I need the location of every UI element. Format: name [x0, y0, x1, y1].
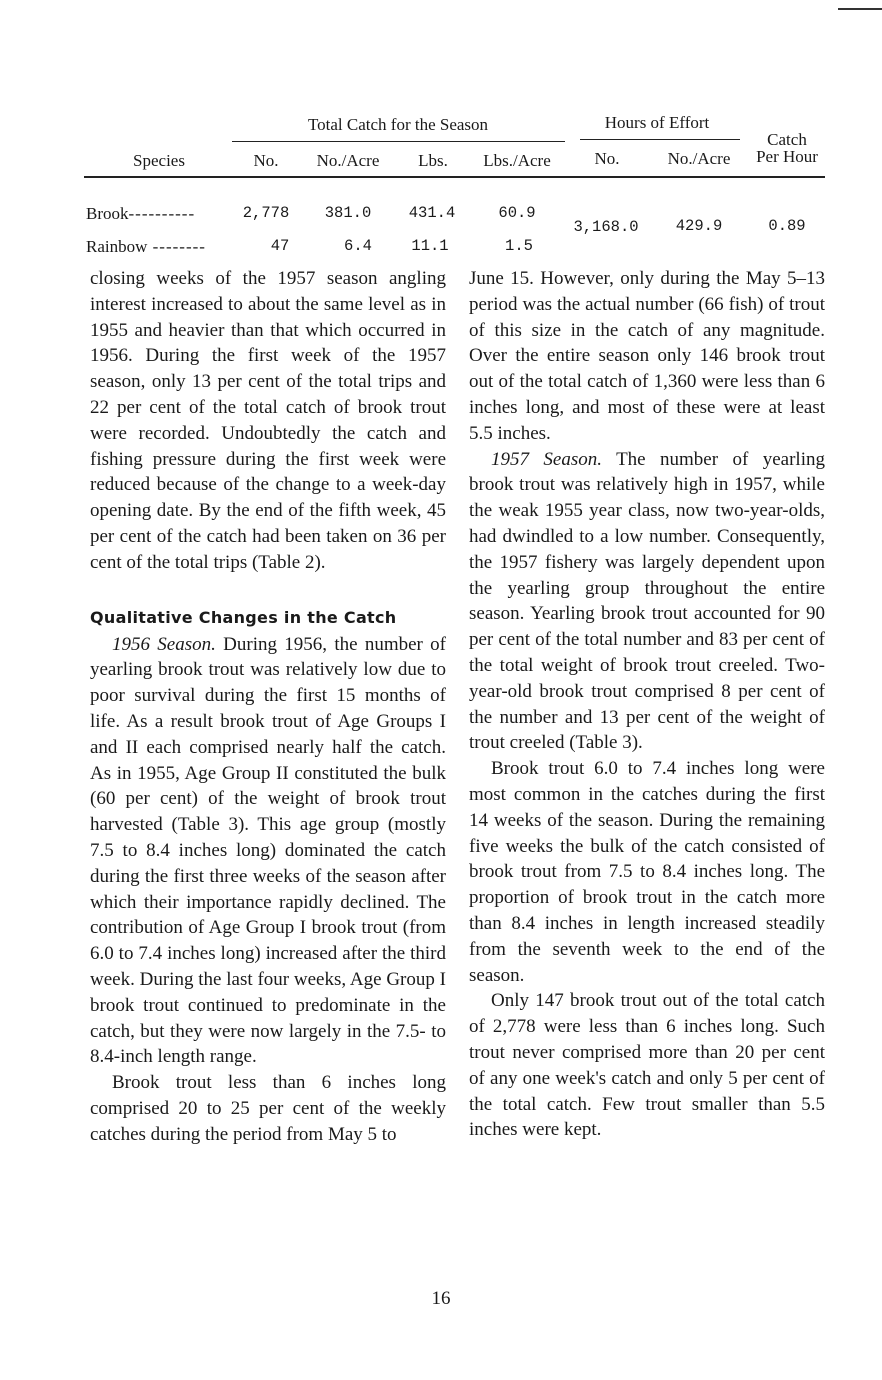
left-column	[90, 266, 446, 1148]
row-no-acre: 381.0	[324, 204, 372, 222]
corner-rule	[838, 8, 882, 10]
paragraph: Only 147 brook trout out of the total catch of 2,778 were less than 6 inches long. Such trout never comprised more than 20 per cent of any one week's catch and only 5 per cent of the total catch. Few trout smaller than 5.5 inches were kept.	[469, 990, 825, 1141]
header-hours-effort: Hours of Effort	[604, 113, 710, 132]
col-hours-no-acre: No./Acre	[667, 149, 731, 168]
row-species-label: Rainbow	[86, 237, 148, 256]
paragraph-text: During 1956, the number of yearling brook trout was relatively low due to poor survival during the first 15 months of life. As a result brook trout of Age Groups I and II each comprised nearly half the catch. As in 1955, Age Group II constituted the bulk (60 per cent) of the weight of brook trout harvested (Table 3). This age group (mostly 7.5 to 8.4 inches long) dominated the catch during the first three weeks of the season after which their importance rapidly declined. The contribution of Age Group I brook trout (from 6.0 to 7.4 inches long) increased after the third week. During the last four weeks, Age Group I brook trout continued to predominate in the catch, but they were now largely in the 7.5- to 8.4-inch length range.	[90, 633, 447, 1068]
header-total-catch: Total Catch for the Season	[307, 115, 489, 134]
paragraph-text: The number of yearling brook trout was relatively high in 1957, while the weak 1955 year class, now two-year-olds, had dwindled to a low number. Consequently, the 1957 fishery was largely dependent upon the yearling group throughout the entire season. Yearling brook trout accounted for 90 per cent of the total number and 83 per cent of the total weight of brook trout creeled. Two-year-old brook trout comprised 8 per cent of the number and 13 per cent of the weight of trout creeled (Table 3).	[469, 448, 825, 754]
row-lbs: 11.1	[411, 237, 449, 255]
paragraph	[90, 632, 446, 1071]
row-species-label: Brook	[86, 204, 129, 223]
row-no-acre: 6.4	[344, 237, 372, 255]
season-lead: 1956 Season.	[112, 633, 216, 655]
row-species	[86, 237, 206, 257]
paragraph	[469, 447, 825, 757]
section-heading: Qualitative Changes in the Catch	[90, 607, 397, 627]
combined-hours-no-acre: 429.9	[675, 217, 723, 235]
col-no: No.	[253, 151, 279, 170]
header-catch-line2: Per Hour	[756, 147, 818, 166]
header-catch-line1: Catch	[767, 130, 807, 149]
col-hours-no: No.	[594, 149, 620, 168]
row-lbs: 431.4	[408, 204, 456, 222]
row-no: 47	[270, 237, 290, 255]
header-bottom-rule	[84, 176, 825, 178]
hours-effort-rule	[580, 139, 740, 140]
col-lbs: Lbs.	[418, 151, 448, 170]
combined-hours-no: 3,168.0	[573, 218, 639, 236]
col-lbs-acre: Lbs./Acre	[483, 151, 551, 170]
leader-dots: --------	[147, 237, 206, 256]
paragraph: June 15. However, only during the May 5–13 period was the actual number (66 fish) of trout of this size in the catch of any magnitude. Over the entire season only 146 brook trout out of the total catch of 1,360 were less than 6 inches long, and most of these were at least 5.5 inches.	[469, 268, 825, 444]
row-lbs-acre: 1.5	[505, 237, 533, 255]
total-catch-rule	[232, 141, 565, 142]
paragraph: Brook trout less than 6 inches long comprised 20 to 25 per cent of the weekly catches during the period from May 5 to	[90, 1072, 446, 1145]
leader-dots: ----------	[128, 204, 196, 223]
col-species: Species	[133, 151, 185, 170]
page-number: 16	[431, 1288, 451, 1309]
paragraph: closing weeks of the 1957 season angling interest increased to about the same level as in 1955 and heavier than that which occurred in 1956. During the first week of the 1957 season, only 13 per cent of the total trips and 22 per cent of the total catch of brook trout were recorded. Undoubtedly the catch and fishing pressure during the first week were reduced because of the change to a week-day opening date. By the end of the fifth week, 45 per cent of the catch had been taken on 36 per cent of the total trips (Table 2).	[90, 268, 446, 573]
row-no: 2,778	[242, 204, 290, 222]
row-lbs-acre: 60.9	[498, 204, 536, 222]
right-column	[469, 266, 825, 1143]
paragraph: Brook trout 6.0 to 7.4 inches long were most common in the catches during the first 14 weeks of the season. During the remaining five weeks the bulk of the catch consisted of brook trout from 7.5 to 8.4 inches long. The proportion of brook trout in the catch more than 8.4 inches in length increased steadily from the seventh week to the end of the season.	[469, 758, 825, 986]
combined-catch-per-hour: 0.89	[768, 217, 806, 235]
season-lead: 1957 Season.	[491, 448, 602, 470]
row-species	[86, 204, 195, 224]
col-no-acre: No./Acre	[316, 151, 380, 170]
